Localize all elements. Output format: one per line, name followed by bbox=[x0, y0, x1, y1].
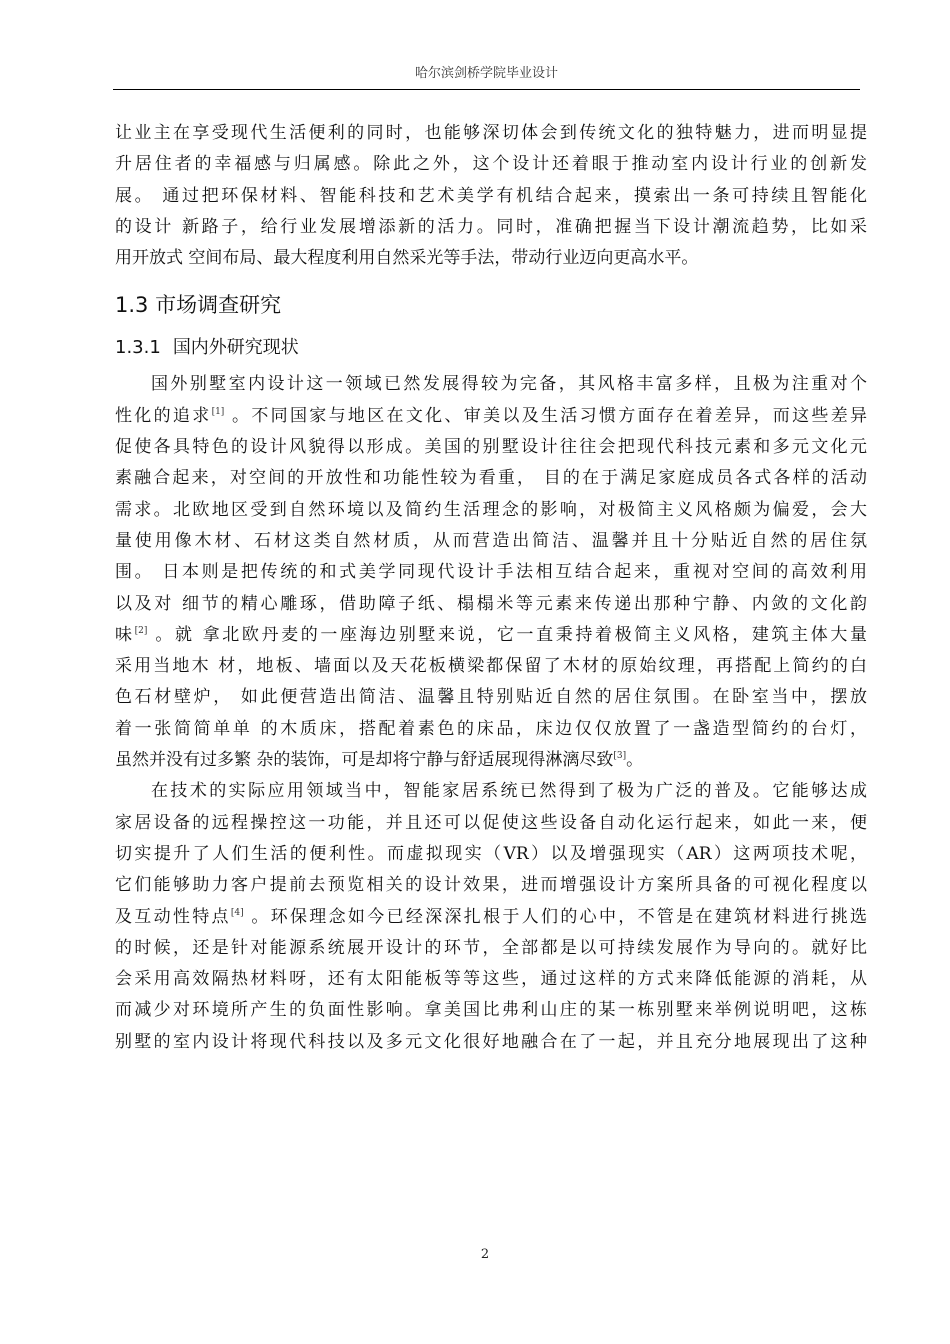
page-number: 2 bbox=[480, 1247, 490, 1262]
text-line: 用开放式 空间布局、最大程度利用自然采光等手法，带动行业迈向更高水平。 bbox=[115, 248, 699, 269]
text-line: 会采用高效隔热材料呀，还有太阳能板等等这些，通过这样的方式来降低能源的消耗，从 bbox=[115, 969, 867, 990]
intro-paragraph bbox=[115, 118, 867, 274]
page-header bbox=[113, 64, 860, 90]
text-span: 。就 拿北欧丹麦的一座海边别墅来说，它一直秉持着极简主义风格，建筑主体大量 bbox=[147, 624, 868, 645]
text-line: 升居住者的幸福感与归属感。除此之外，这个设计还着眼于推动室内设计行业的创新发 bbox=[115, 154, 867, 175]
text-line: 切实提升了人们生活的便利性。而虚拟现实（VR）以及增强现实（AR）这两项技术呢， bbox=[115, 843, 867, 864]
text-line: 以及对 细节的精心雕琢，借助障子纸、榻榻米等元素来传递出那种宁静、内敛的文化韵 bbox=[115, 593, 867, 614]
document-body bbox=[115, 118, 867, 1058]
text-line: 的时候，还是针对能源系统展开设计的环节，全部都是以可持续发展作为导向的。就好比 bbox=[115, 937, 867, 958]
header-title: 哈尔滨剑桥学院毕业设计 bbox=[414, 66, 558, 81]
text-line bbox=[115, 620, 867, 651]
text-line: 国外别墅室内设计这一领域已然发展得较为完备，其风格丰富多样，且极为注重对个 bbox=[151, 374, 867, 395]
text-span: 及互动性特点 bbox=[115, 906, 231, 927]
text-line: 让业主在享受现代生活便利的同时，也能够深切体会到传统文化的独特魅力，进而明显提 bbox=[115, 123, 867, 143]
text-span: 虽然并没有过多繁 杂的装饰，可是却将宁静与舒适展现得淋漓尽致 bbox=[115, 750, 614, 771]
text-line bbox=[115, 401, 867, 432]
text-line: 在技术的实际应用领域当中，智能家居系统已然得到了极为广泛的普及。它能够达成 bbox=[151, 781, 867, 802]
subsection-title: 国内外研究现状 bbox=[172, 337, 299, 359]
text-span: 。 bbox=[626, 750, 644, 771]
text-line: 而减少对环境所产生的负面性影响。拿美国比弗利山庄的某一栋别墅来举例说明吧，这栋 bbox=[115, 1000, 867, 1021]
text-line: 量使用像木材、石材这类自然材质，从而营造出简洁、温馨并且十分贴近自然的居住氛 bbox=[115, 530, 867, 551]
text-line: 家居设备的远程操控这一功能，并且还可以促使这些设备自动化运行起来，如此一来，便 bbox=[115, 812, 867, 833]
section-title: 市场调查研究 bbox=[155, 293, 282, 318]
subsection-heading bbox=[115, 334, 867, 362]
text-span: 。不同国家与地区在文化、审美以及生活习惯方面存在着差异，而这些差异 bbox=[224, 405, 868, 426]
text-line: 它们能够助力客户提前去预览相关的设计效果，进而增强设计方案所具备的可视化程度以 bbox=[115, 875, 867, 896]
text-span: 。环保理念如今已经深深扎根于人们的心中，不管是在建筑材料进行挑选 bbox=[243, 906, 868, 927]
paragraph-overseas-research bbox=[115, 369, 867, 776]
section-heading bbox=[115, 289, 867, 321]
text-line: 素融合起来，对空间的开放性和功能性较为看重， 目的在于满足家庭成员各式各样的活动 bbox=[115, 468, 867, 489]
text-span: 性化的追求 bbox=[115, 405, 212, 426]
subsection-number: 1.3.1 bbox=[115, 337, 161, 359]
text-line: 需求。北欧地区受到自然环境以及简约生活理念的影响，对极简主义风格颇为偏爱，会大 bbox=[115, 499, 867, 520]
text-line: 展。 通过把环保材料、智能科技和艺术美学有机结合起来，摸索出一条可持续且智能化 bbox=[115, 185, 867, 206]
text-line bbox=[115, 745, 867, 776]
text-line: 别墅的室内设计将现代科技以及多元文化很好地融合在了一起，并且充分地展现出了这种 bbox=[115, 1031, 867, 1052]
text-line: 色石材壁炉， 如此便营造出简洁、温馨且特别贴近自然的居住氛围。在卧室当中，摆放 bbox=[115, 687, 867, 708]
section-number: 1.3 bbox=[115, 293, 149, 318]
citation-ref: [2] bbox=[134, 625, 148, 636]
text-span: 味 bbox=[115, 624, 135, 645]
text-line: 采用当地木 材，地板、墙面以及天花板横梁都保留了木材的原始纹理，再搭配上简约的白 bbox=[115, 656, 867, 677]
text-line: 促使各具特色的设计风貌得以形成。美国的别墅设计往往会把现代科技元素和多元文化元 bbox=[115, 437, 867, 458]
text-line: 围。 日本则是把传统的和式美学同现代设计手法相互结合起来，重视对空间的高效利用 bbox=[115, 562, 867, 583]
citation-ref: [3] bbox=[613, 751, 627, 762]
citation-ref: [1] bbox=[211, 406, 225, 417]
text-line bbox=[115, 902, 867, 933]
citation-ref: [4] bbox=[230, 907, 244, 918]
text-line: 的设计 新路子，给行业发展增添新的活力。同时，准确把握当下设计潮流趋势，比如采 bbox=[115, 216, 867, 237]
text-line: 着一张简简单单 的木质床，搭配着素色的床品，床边仅仅放置了一盏造型简约的台灯， bbox=[115, 718, 867, 739]
paragraph-technology-application bbox=[115, 776, 867, 1058]
